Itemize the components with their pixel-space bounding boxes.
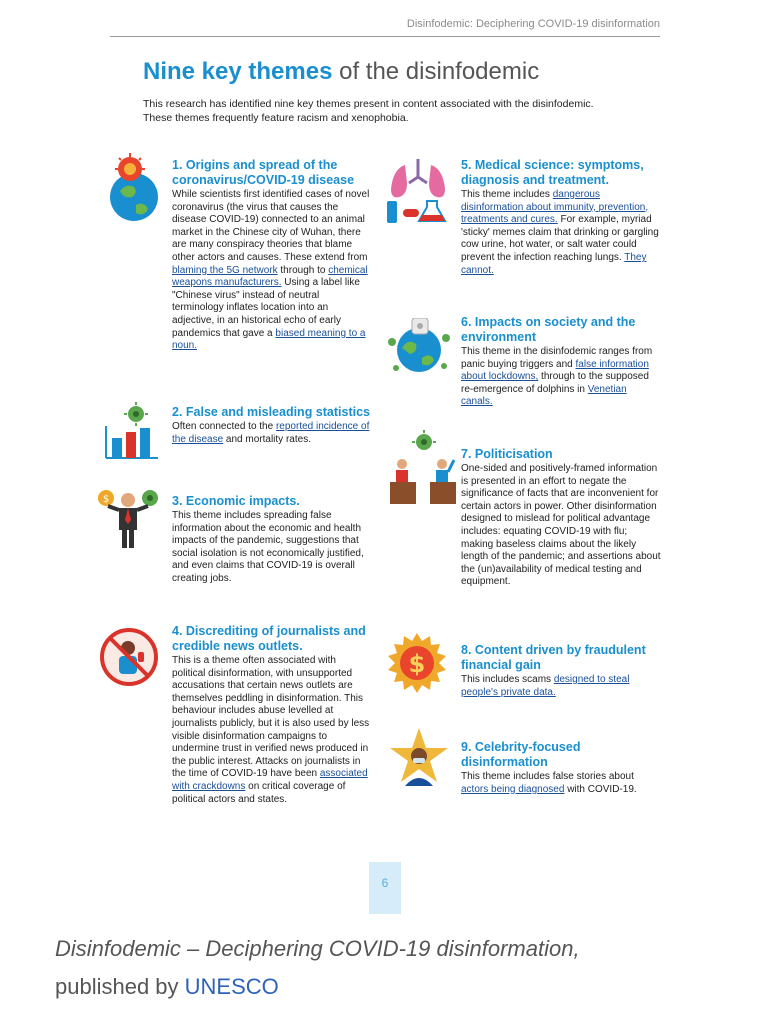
link-steal-private-data[interactable]: designed to steal people's private data. bbox=[461, 674, 630, 698]
theme-6-title: 6. Impacts on society and the environment bbox=[461, 315, 636, 344]
theme-8 bbox=[461, 643, 661, 699]
theme-9 bbox=[461, 740, 661, 796]
lungs-lab-icon bbox=[383, 157, 453, 227]
theme-4-text: This is a theme often associated with political disinformation, with unsupported accusations that certain news outlets are themselves peddling in disinformation. This behaviour includes abuse levelled at journalists publicly, but it is also used by less visible disinformation campaigns to undermine trust in verified news produced in the public interest. Attacks on journalists in the time of COVID-19 have been associated with crackdowns on critical coverage of political actors and states. bbox=[172, 655, 370, 805]
celebrity-star-icon bbox=[388, 726, 450, 788]
intro-paragraph: This research has identified nine key themes present in content associated with the disinfodemic. These themes frequently feature racism and xenophobia. bbox=[143, 98, 594, 124]
link-dangerous-disinformation[interactable]: dangerous disinformation about immunity, prevention, treatments and cures. bbox=[461, 189, 649, 226]
theme-3-title: 3. Economic impacts. bbox=[172, 494, 300, 508]
theme-8-text: This includes scams designed to steal people's private data. bbox=[461, 674, 630, 698]
theme-7-title: 7. Politicisation bbox=[461, 447, 553, 461]
caption-published-by: published by bbox=[55, 974, 185, 999]
earth-toilet-paper-icon bbox=[386, 318, 452, 374]
theme-5 bbox=[461, 158, 661, 277]
caption-title: Disinfodemic – Deciphering COVID-19 disinformation, bbox=[55, 936, 580, 961]
theme-9-text: This theme includes false stories about actors being diagnosed with COVID-19. bbox=[461, 771, 637, 795]
unesco-link[interactable]: UNESCO bbox=[184, 974, 279, 999]
image-caption bbox=[55, 930, 715, 1006]
politicians-podium-icon bbox=[386, 430, 460, 506]
theme-2-title: 2. False and misleading statistics bbox=[172, 405, 370, 419]
running-header: Disinfodemic: Deciphering COVID-19 disinformation bbox=[110, 18, 660, 37]
theme-9-title: 9. Celebrity-focused disinformation bbox=[461, 740, 581, 769]
link-biased-meaning[interactable]: biased meaning to a noun. bbox=[172, 327, 366, 352]
theme-7 bbox=[461, 447, 661, 589]
globe-virus-icon bbox=[106, 153, 162, 225]
bar-chart-virus-icon bbox=[104, 402, 160, 460]
page-title bbox=[143, 58, 539, 86]
link-they-cannot[interactable]: They cannot. bbox=[461, 251, 647, 276]
dollar-coin-icon bbox=[386, 633, 448, 695]
theme-1 bbox=[172, 158, 372, 353]
page-number: 6 bbox=[369, 862, 401, 914]
theme-8-title: 8. Content driven by fraudulent financial gain bbox=[461, 643, 646, 672]
theme-2-text: Often connected to the reported incidence of the disease and mortality rates. bbox=[172, 421, 370, 445]
theme-5-title: 5. Medical science: symptoms, diagnosis and treatment. bbox=[461, 158, 644, 187]
link-false-information-lockdowns[interactable]: false information about lockdowns, bbox=[461, 358, 649, 383]
link-reported-incidence[interactable]: reported incidence of the disease bbox=[172, 421, 370, 445]
title-bold: Nine key themes bbox=[143, 58, 333, 85]
theme-2 bbox=[172, 405, 372, 446]
theme-4 bbox=[172, 624, 372, 806]
link-5g-network[interactable]: blaming the 5G network bbox=[172, 264, 278, 276]
theme-6-text: This theme in the disinfodemic ranges from panic buying triggers and false information about lockdowns, through to the supposed re-emergence of dolphins in Venetian canals. bbox=[461, 346, 653, 408]
theme-6 bbox=[461, 315, 661, 409]
theme-3 bbox=[172, 494, 367, 586]
link-venetian-canals[interactable]: Venetian canals. bbox=[461, 383, 627, 408]
svg-text:$: $ bbox=[408, 650, 426, 678]
link-chemical-weapons[interactable]: chemical weapons manufacturers. bbox=[172, 264, 368, 289]
svg-text:$: $ bbox=[102, 494, 110, 505]
theme-3-text: This theme includes spreading false information about the economic and health impacts of the pandemic, suggestions that social isolation is not economically justified, and even claims that COVID-19 is overall creating jobs. bbox=[172, 510, 364, 584]
theme-1-title: 1. Origins and spread of the coronavirus/COVID-19 disease bbox=[172, 158, 355, 187]
no-journalist-icon bbox=[98, 626, 160, 688]
theme-4-title: 4. Discrediting of journalists and credible news outlets. bbox=[172, 624, 366, 653]
link-actors-diagnosed[interactable]: actors being diagnosed bbox=[461, 783, 565, 795]
theme-1-text: While scientists first identified cases of novel coronavirus (the virus that causes the disease COVID-19) connected to an animal market in the Chinese city of Wuhan, there are many conspiracy theories that blame other actors and causes. These extend from blaming the 5G network through to chemical weapons manufacturers. Using a label like "Chinese virus" instead of neutral terminology inflates location into an adjective, in an historical echo of early pandemics that gave a biased meaning to a noun. bbox=[172, 189, 370, 352]
theme-7-text: One-sided and positively-framed information is presented in an effort to negate the significance of facts that are inconvenient for certain actors in power. Other disinformation designed to mislead for political advantage includes: equating COVID-19 with flu; making baseless claims about the likely length of the pandemic; and assertions about the (un)availability of medical testing and equipment. bbox=[461, 463, 661, 588]
theme-5-text: This theme includes dangerous disinformation about immunity, prevention, treatments and cures. For example, myriad 'sticky' memes claim that drinking or gargling cow urine, hot water, or salt water could prevent the infection reaching lungs. They cannot. bbox=[461, 189, 659, 276]
link-crackdowns[interactable]: associated with crackdowns bbox=[172, 768, 368, 792]
businessman-money-icon bbox=[96, 486, 162, 552]
title-rest: of the disinfodemic bbox=[332, 58, 540, 85]
